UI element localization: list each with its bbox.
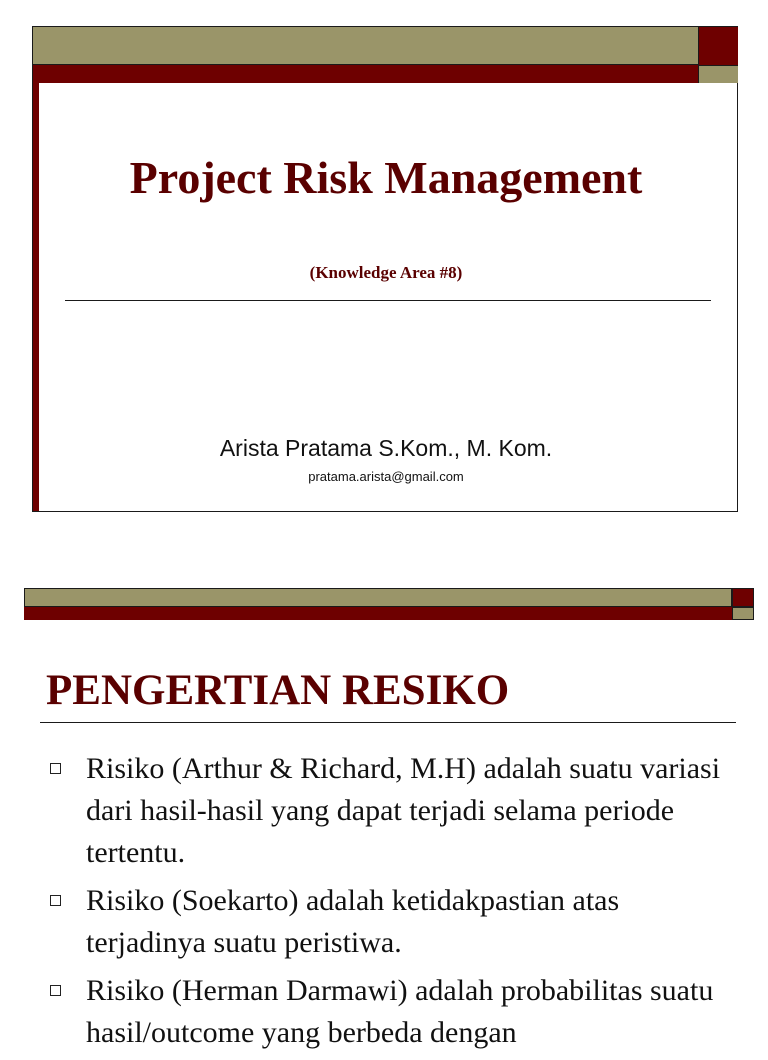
section-heading: PENGERTIAN RESIKO <box>46 667 510 714</box>
title-slide <box>32 26 738 512</box>
divider-line <box>65 300 711 301</box>
slide-title: Project Risk Management <box>129 152 643 203</box>
author-email: pratama.arista@gmail.com <box>308 469 464 484</box>
heading-underline <box>40 722 736 723</box>
header-maroon-band <box>24 607 732 620</box>
definition-list <box>46 748 736 1060</box>
square-bullet-icon <box>50 895 61 906</box>
header-maroon-square <box>732 588 754 607</box>
list-item-text: Risiko (Herman Darmawi) adalah probabilitas suatu hasil/outcome yang berbeda dengan <box>86 974 714 1049</box>
header-olive-square <box>698 65 738 83</box>
header-olive-band <box>24 588 732 607</box>
list-item-text: Risiko (Arthur & Richard, M.H) adalah suatu variasi dari hasil-hasil yang dapat terjadi selama periode tertentu. <box>86 752 721 869</box>
list-item <box>46 880 736 964</box>
header-olive-square <box>732 607 754 620</box>
author-name: Arista Pratama S.Kom., M. Kom. <box>219 435 553 461</box>
slide-subtitle: (Knowledge Area #8) <box>309 263 463 282</box>
list-item <box>46 970 736 1054</box>
header-maroon-band <box>33 65 698 83</box>
header-olive-band <box>33 27 698 65</box>
square-bullet-icon <box>50 985 61 996</box>
header-maroon-square <box>698 27 738 65</box>
list-item-text: Risiko (Soekarto) adalah ketidakpastian atas terjadinya suatu peristiwa. <box>86 884 620 959</box>
list-item <box>46 748 736 874</box>
square-bullet-icon <box>50 763 61 774</box>
